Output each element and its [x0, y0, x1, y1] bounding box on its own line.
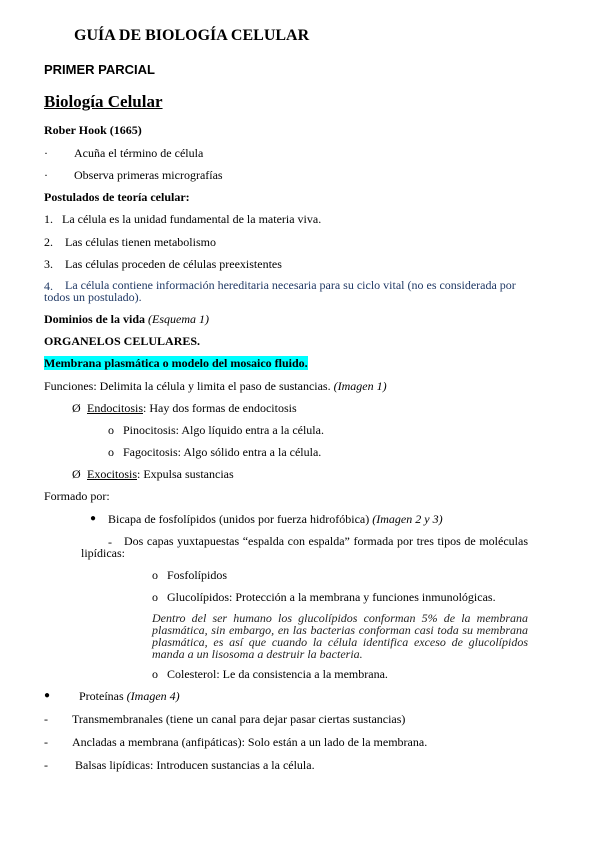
organelos-heading: ORGANELOS CELULARES.: [44, 334, 201, 348]
endocitosis-line: [87, 401, 297, 415]
funciones-note: (Imagen 1): [333, 379, 387, 393]
funciones-text: Funciones: Delimita la célula y limita el paso de sustancias.: [44, 379, 331, 393]
hook-item: Acuña el término de célula: [74, 146, 204, 160]
hook-heading: Rober Hook (1665): [44, 123, 142, 137]
dash-bullet: -: [44, 735, 48, 749]
sub-bullet: o: [152, 568, 158, 582]
exocitosis-term: Exocitosis: [87, 467, 137, 481]
dash-bullet: -: [108, 535, 112, 549]
document-title: GUÍA DE BIOLOGÍA CELULAR: [74, 27, 310, 44]
bicapa-note: (Imagen 2 y 3): [372, 512, 443, 526]
proteina-item: Ancladas a membrana (anfipáticas): Solo están a un lado de la membrana.: [72, 735, 428, 749]
dominios-line: [44, 312, 209, 326]
postulado-text: La célula es la unidad fundamental de la materia viva.: [62, 212, 322, 226]
postulado-number: 3.: [44, 257, 53, 271]
colesterol-text: Colesterol: Le da consistencia a la membrana.: [167, 667, 388, 681]
glucolipidos-text: Glucolípidos: Protección a la membrana y funciones inmunológicas.: [167, 590, 496, 604]
postulado-text: Las células tienen metabolismo: [65, 235, 216, 249]
arrow-bullet-icon: Ø: [72, 467, 81, 481]
funciones-line: [44, 379, 387, 393]
postulado-text: Las células proceden de células preexistentes: [65, 257, 282, 271]
arrow-bullet-icon: Ø: [72, 401, 81, 415]
sub-bullet: o: [152, 667, 158, 681]
proteinas-line: [79, 689, 180, 703]
exocitosis-text: : Expulsa sustancias: [137, 467, 234, 481]
sub-bullet: o: [152, 590, 158, 604]
proteina-item: Balsas lipídicas: Introducen sustancias a la célula.: [75, 758, 315, 772]
dos-capas-text: Dos capas yuxtapuestas “espalda con espalda” formada por tres tipos de moléculas lipídicas:: [81, 534, 528, 560]
endocitosis-term: Endocitosis: [87, 401, 143, 415]
sub-bullet: o: [108, 423, 114, 437]
glucolipidos-note: Dentro del ser humano los glucolípidos conforman 5% de la membrana plasmática, sin embargo, en las bacterias conforman casi toda su membrana plasmática, es así que cuando la célula identifica exceso de glucolípidos manda a un lisosoma a destruir la bacteria.: [152, 611, 528, 661]
postulado-number: 2.: [44, 235, 53, 249]
section-title: Biología Celular: [44, 92, 163, 111]
sub-bullet: o: [108, 445, 114, 459]
proteinas-note: (Imagen 4): [126, 689, 180, 703]
dash-bullet: -: [44, 712, 48, 726]
exocitosis-line: [87, 467, 234, 481]
postulado-number: 4.: [44, 279, 53, 293]
bicapa-text: Bicapa de fosfolípidos (unidos por fuerza hidrofóbica): [108, 512, 370, 526]
formado-por-text: Formado por:: [44, 489, 110, 503]
endocitosis-text: : Hay dos formas de endocitosis: [143, 401, 297, 415]
bicapa-line: [108, 512, 443, 526]
bullet-icon: ●: [90, 513, 97, 524]
fosfolipidos-text: Fosfolípidos: [167, 568, 228, 582]
membrana-heading: Membrana plasmática o modelo del mosaico fluido.: [44, 356, 308, 370]
postulado-text: La célula contiene información hereditaria necesaria para su ciclo vital (no es considerada por todos un postulado).: [44, 278, 516, 304]
dominios-note: (Esquema 1): [148, 312, 209, 326]
subtitle: PRIMER PARCIAL: [44, 62, 155, 77]
proteina-item: Transmembranales (tiene un canal para dejar pasar ciertas sustancias): [72, 712, 406, 726]
proteinas-text: Proteínas: [79, 689, 124, 703]
pinocitosis-text: Pinocitosis: Algo líquido entra a la célula.: [123, 423, 324, 437]
postulado-number: 1.: [44, 212, 53, 226]
hook-item: Observa primeras micrografías: [74, 168, 223, 182]
postulados-heading: Postulados de teoría celular:: [44, 190, 190, 204]
dash-bullet: -: [44, 758, 48, 772]
dominios-label: Dominios de la vida: [44, 312, 146, 326]
bullet-dot: ·: [44, 168, 48, 182]
bullet-dot: ·: [44, 146, 48, 160]
fagocitosis-text: Fagocitosis: Algo sólido entra a la célula.: [123, 445, 322, 459]
bullet-icon: ●: [44, 690, 51, 701]
